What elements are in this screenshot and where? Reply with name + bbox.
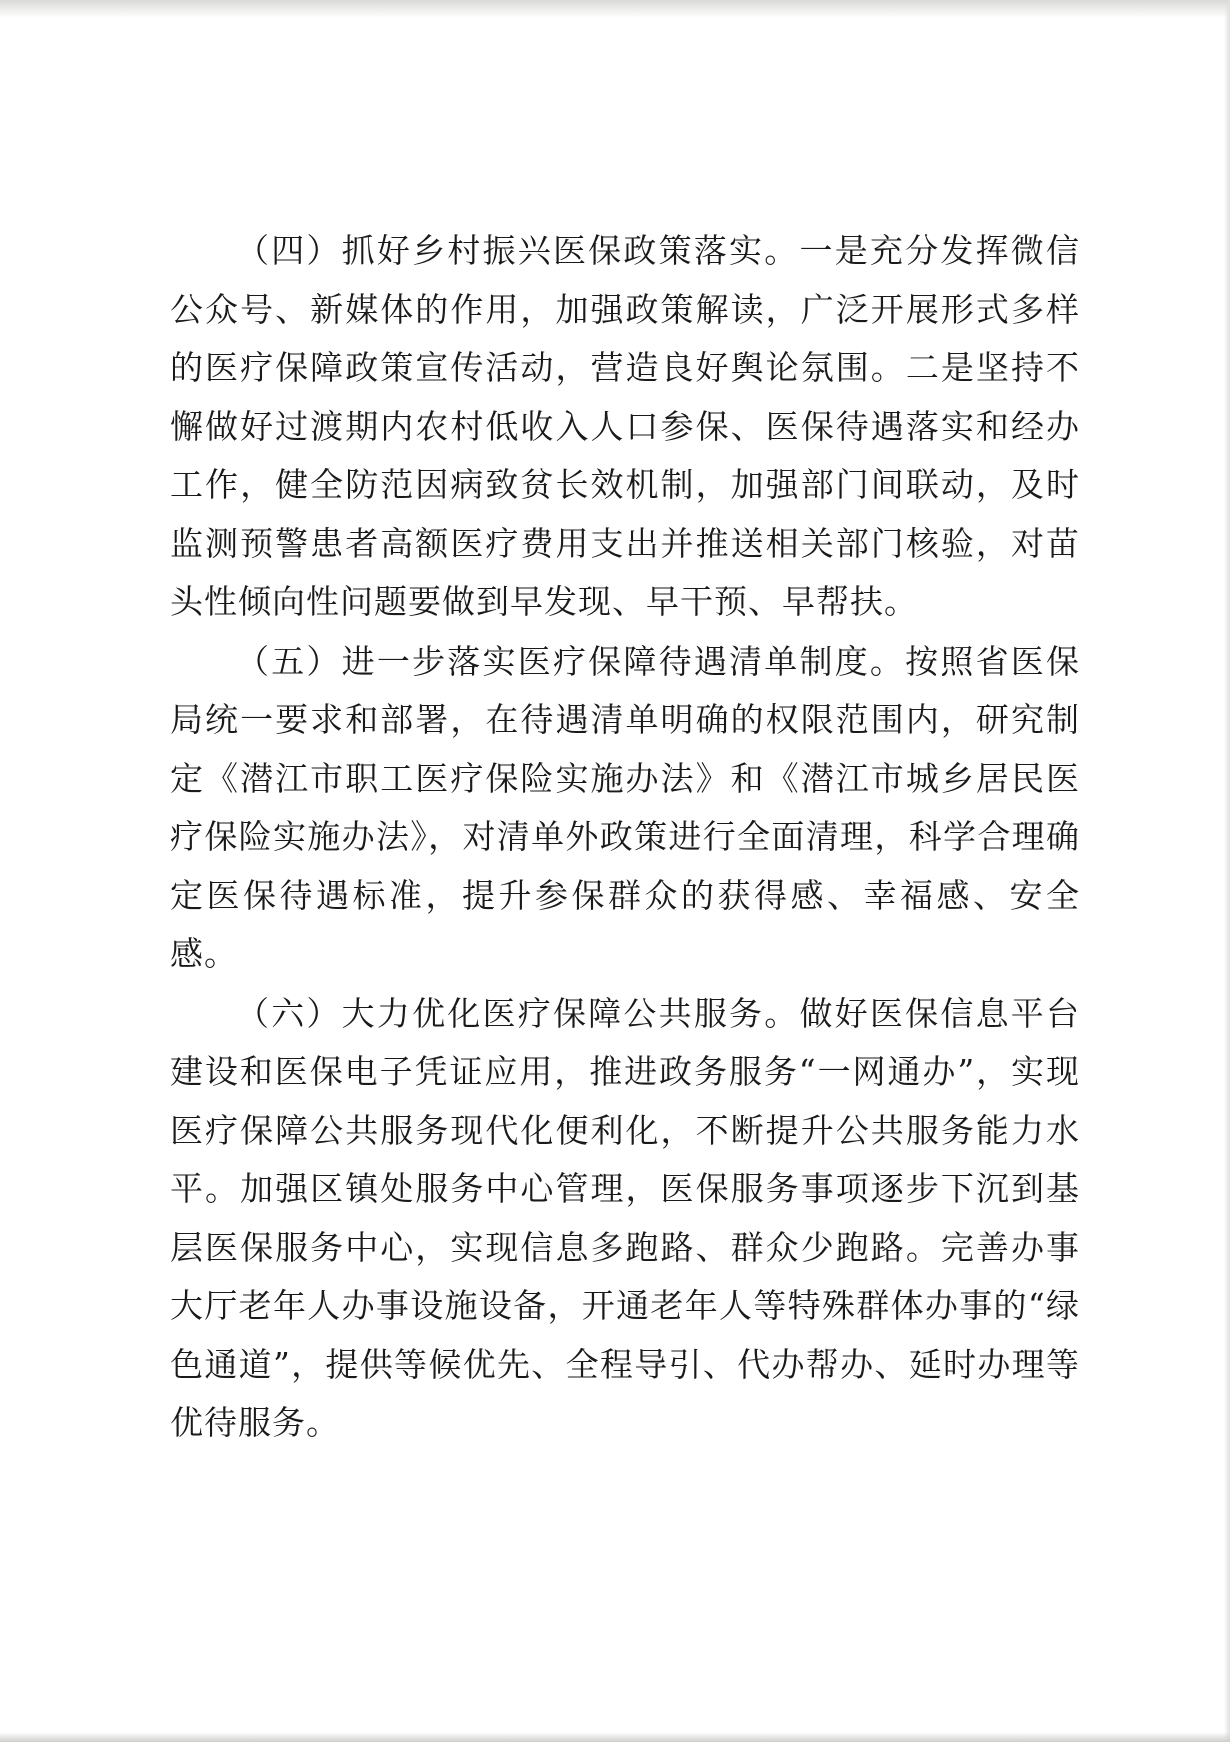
scan-bottom-edge	[0, 1732, 1230, 1742]
document-body	[170, 222, 1080, 1454]
paragraph-four: （四）抓好乡村振兴医保政策落实。一是充分发挥微信公众号、新媒体的作用，加强政策解读，广泛开展形式多样的医疗保障政策宣传活动，营造良好舆论氛围。二是坚持不懈做好过渡期内农村低收入人口参保、医保待遇落实和经办工作，健全防范因病致贫长效机制，加强部门间联动，及时监测预警患者高额医疗费用支出并推送相关部门核验，对苗头性倾向性问题要做到早发现、早干预、早帮扶。	[170, 231, 1080, 621]
paragraph-five: （五）进一步落实医疗保障待遇清单制度。按照省医保局统一要求和部署，在待遇清单明确的权限范围内，研究制定《潜江市职工医疗保险实施办法》和《潜江市城乡居民医疗保险实施办法》，对清单外政策进行全面清理，科学合理确定医保待遇标准，提升参保群众的获得感、幸福感、安全感。	[170, 641, 1080, 973]
scan-right-edge	[1224, 0, 1230, 1742]
scan-top-edge	[0, 0, 1230, 18]
paragraph-six: （六）大力优化医疗保障公共服务。做好医保信息平台建设和医保电子凭证应用，推进政务服务“一网通办”，实现医疗保障公共服务现代化便利化，不断提升公共服务能力水平。加强区镇处服务中心管理，医保服务事项逐步下沉到基层医保服务中心，实现信息多跑路、群众少跑路。完善办事大厅老年人办事设施设备，开通老年人等特殊群体办事的“绿色通道”，提供等候优先、全程导引、代办帮办、延时办理等优待服务。	[170, 993, 1080, 1442]
